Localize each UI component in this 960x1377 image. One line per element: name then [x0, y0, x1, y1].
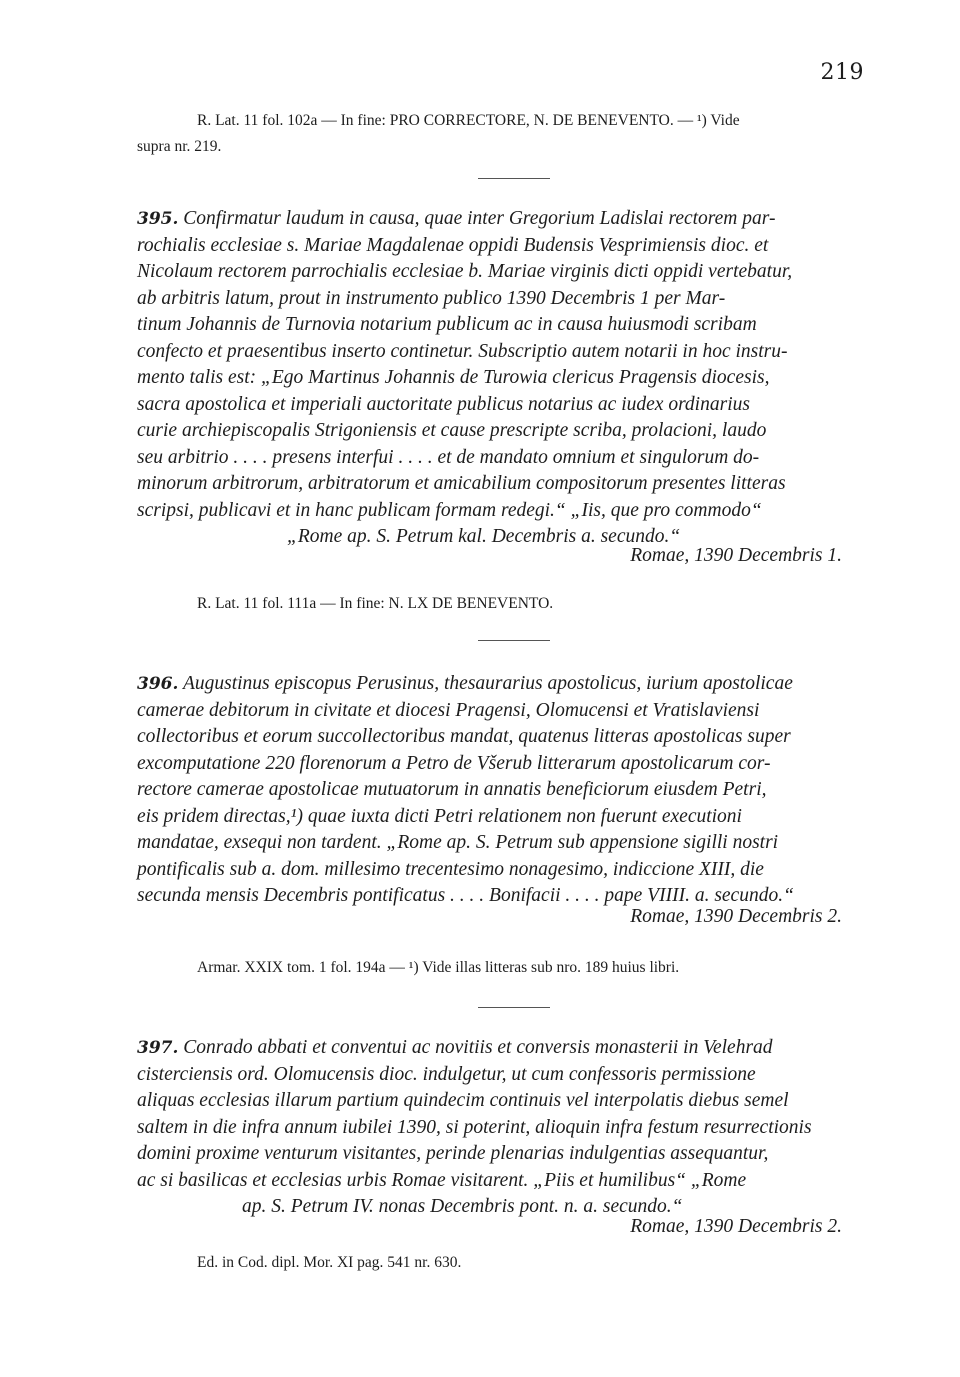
- entry-text-line: ap. S. Petrum IV. nonas Decembris pont. n. a. secundo.“: [242, 1196, 683, 1217]
- entry-text-line: rectore camerae apostolicae mutuatorum in annatis beneficiorum eiusdem Petri,: [137, 779, 767, 800]
- entry-footnote: Ed. in Cod. dipl. Mor. XI pag. 541 nr. 630.: [197, 1254, 462, 1271]
- top-footnote-line: R. Lat. 11 fol. 102a — In fine: PRO CORRECTORE, N. DE BENEVENTO. — ¹) Vide: [197, 112, 740, 129]
- entry-text-line: confecto et praesentibus inserto continetur. Subscriptio autem notarii in hoc instru-: [137, 340, 788, 362]
- entry-text-line: rochialis ecclesiae s. Mariae Magdalenae oppidi Budensis Vesprimiensis dioc. et: [137, 234, 769, 256]
- entry-text-line: Conrado abbati et conventui ac novitiis et conversis monasterii in Velehrad: [183, 1037, 773, 1058]
- entry-dateline: Romae, 1390 Decembris 2.: [630, 906, 842, 927]
- entry-dateline: Romae, 1390 Decembris 2.: [630, 1216, 842, 1237]
- entry-text-line: minorum arbitrorum, arbitratorum et amicabilium compositorum presentes litteras: [137, 473, 786, 494]
- entry-text-line: curie archiepiscopalis Strigoniensis et cause prescripte scriba, prolacioni, laudo: [137, 420, 767, 441]
- separator-rule: [478, 1007, 550, 1008]
- separator-rule: [478, 178, 550, 179]
- entry-396: [137, 671, 870, 910]
- entry-text-line: saltem in die infra annum iubilei 1390, si poterint, alioquin infra festum resurrectionis: [137, 1116, 812, 1138]
- entry-text-line: pontificalis sub a. dom. millesimo trecentesimo nonagesimo, indiccione XIII, die: [137, 858, 764, 880]
- entry-text-line: ac si basilicas et ecclesias urbis Romae visitarent. „Piis et humilibus“ „Rome: [137, 1169, 747, 1191]
- separator-rule: [478, 640, 550, 641]
- entry-text-line: Nicolaum rectorem parrochialis ecclesiae b. Mariae virginis dicti oppidi vertebatur,: [137, 261, 793, 282]
- entry-text-line: excomputatione 220 florenorum a Petro de Všerub litterarum apostolicarum cor-: [137, 752, 771, 774]
- entry-text-line: mandatae, exsequi non tardent. „Rome ap. S. Petrum sub appensione sigilli nostri: [137, 832, 779, 853]
- entry-footnote: Armar. XXIX tom. 1 fol. 194a — ¹) Vide illas litteras sub nro. 189 huius libri.: [197, 959, 680, 976]
- entry-footnote: R. Lat. 11 fol. 111a — In fine: N. LX DE BENEVENTO.: [197, 595, 554, 612]
- entry-text-line: eis pridem directas,¹) quae iuxta dicti Petri relationem non fuerunt executioni: [137, 805, 742, 827]
- page-number: 219: [820, 60, 864, 85]
- entry-text-line: Confirmatur laudum in causa, quae inter Gregorium Ladislai rectorem par-: [183, 208, 776, 229]
- entry-text-line: camerae debitorum in civitate et diocesi Pragensi, Olomucensi et Vratislaviensi: [137, 699, 760, 721]
- entry-text-line: secunda mensis Decembris pontificatus . . . . Bonifacii . . . . pape VIIII. a. secundo.“: [137, 885, 794, 906]
- entry-text-line: scripsi, publicavi et in hanc publicam formam redegi.“ „Iis, que pro commodo“: [137, 499, 762, 521]
- entry-text-line: Augustinus episcopus Perusinus, thesaurarius apostolicus, iurium apostolicae: [182, 673, 793, 694]
- entry-text-line: seu arbitrio . . . . presens interfui . . . . et de mandato omnium et singulorum do-: [137, 446, 760, 468]
- entry-number: 396.: [137, 674, 179, 694]
- entry-number: 397.: [137, 1038, 179, 1058]
- top-footnote: [137, 108, 870, 160]
- entry-text-line: cisterciensis ord. Olomucensis dioc. indulgetur, ut cum confessoris permissione: [137, 1063, 756, 1085]
- entry-text-line: sacra apostolica et imperiali auctoritate publicus notarius ac iudex ordinarius: [137, 393, 750, 415]
- entry-dateline: Romae, 1390 Decembris 1.: [630, 545, 842, 566]
- entry-397: [137, 1035, 870, 1221]
- entry-text-line: tinum Johannis de Turnovia notarium publicum ac in causa huiusmodi scribam: [137, 314, 757, 335]
- top-footnote-line: supra nr. 219.: [137, 138, 222, 155]
- entry-number: 395.: [137, 209, 179, 229]
- entry-text-line: „Rome ap. S. Petrum kal. Decembris a. secundo.“: [287, 526, 681, 547]
- entry-text-line: collectoribus et eorum succollectoribus mandat, quatenus litteras apostolicas super: [137, 726, 791, 747]
- entry-395: [137, 206, 870, 551]
- entry-text-line: mento talis est: „Ego Martinus Johannis de Turowia clericus Pragensis diocesis,: [137, 367, 770, 388]
- entry-text-line: domini proxime venturum visitantes, perinde plenarias indulgentias assequantur,: [137, 1143, 769, 1164]
- entry-text-line: ab arbitris latum, prout in instrumento publico 1390 Decembris 1 per Mar-: [137, 287, 726, 309]
- entry-text-line: aliquas ecclesias illarum partium quindecim continuis vel interpolatis diebus semel: [137, 1090, 789, 1111]
